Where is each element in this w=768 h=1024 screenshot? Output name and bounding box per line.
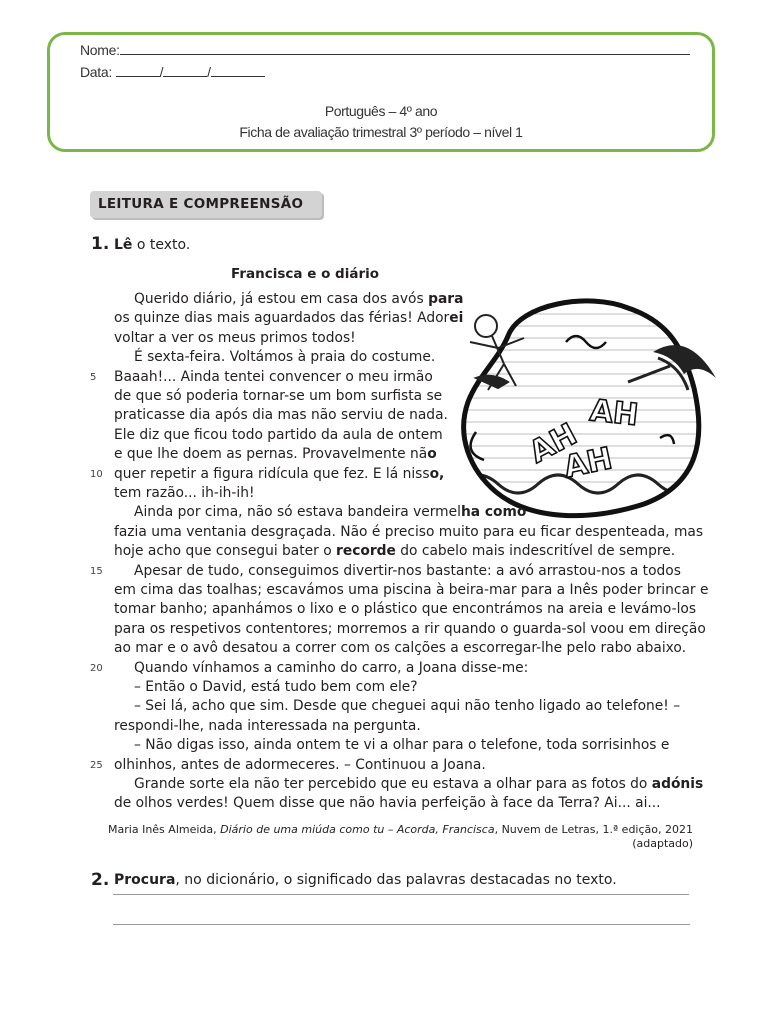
source-credit — [108, 823, 693, 836]
name-label: Nome: — [80, 42, 120, 58]
text-line — [134, 776, 703, 792]
text-line — [114, 640, 686, 656]
line-number: 20 — [90, 662, 103, 674]
date-label: Data: — [80, 64, 112, 80]
text-line — [114, 543, 675, 559]
text-line — [114, 466, 444, 482]
credit-author: Maria Inês Almeida, — [108, 823, 221, 836]
text-segment: respondi-lhe, nada interessada na pergunta. — [114, 717, 421, 734]
text-segment: praticasse dia após dia mas não serviu de nada. — [114, 407, 448, 424]
text-segment: para os respetivos contentores; morremos a rir quando o guarda-sol voou em direção — [114, 620, 706, 637]
text-segment: ao mar e o avô desatou a correr com os calções a escorregar-lhe pelo rabo abaixo. — [114, 640, 686, 657]
text-segment: Querido diário, já estou em casa dos avós — [134, 291, 429, 307]
credit-rest: , Nuvem de Letras, 1.ª edição, 2021 — [494, 823, 693, 836]
text-segment: olhinhos, antes de adormeceres. – Continuou a Joana. — [114, 756, 486, 773]
text-segment: hoje acho que consegui bater o — [114, 543, 337, 560]
highlighted-word: ha como — [460, 504, 527, 521]
text-line — [134, 563, 681, 579]
text-segment: Quando vínhamos a caminho do carro, a Joana disse-me: — [134, 659, 529, 676]
text-segment: Ele diz que ficou todo partido da aula de ontem — [114, 426, 443, 443]
date-year-field[interactable] — [211, 64, 265, 77]
text-line — [114, 757, 486, 773]
text-line — [114, 427, 443, 443]
date-sep-1: / — [159, 64, 164, 80]
text-segment: tomar banho; apanhámos o lixo e o plástico que encontrámos na areia e levámo-los — [114, 601, 697, 618]
section-badge: LEITURA E COMPREENSÃO — [90, 191, 322, 218]
highlighted-word: adónis — [651, 776, 704, 792]
text-line — [114, 485, 255, 501]
question-2-text — [114, 872, 617, 888]
line-number: 10 — [90, 468, 103, 480]
line-number: 25 — [90, 759, 103, 771]
answer-line-2[interactable] — [113, 924, 690, 925]
beach-illustration — [448, 290, 720, 525]
text-segment: os quinze dias mais aguardados das férias! Ador — [114, 310, 450, 327]
text-segment: em cima das toalhas; escavámos uma piscina à beira-mar para a Inês poder brincar e — [114, 582, 709, 598]
text-line — [114, 446, 437, 462]
credit-note: (adaptado) — [632, 837, 693, 850]
text-line — [114, 369, 433, 385]
answer-line-1[interactable] — [113, 894, 689, 895]
text-line — [134, 679, 418, 695]
line-number: 5 — [90, 371, 97, 383]
highlighted-word: o — [427, 446, 437, 463]
text-line — [114, 795, 661, 811]
ah-letters — [524, 393, 640, 485]
text-segment: – Não digas isso, ainda ontem te vi a olhar para o telefone, toda sorrisinhos e — [134, 737, 670, 754]
text-title: Francisca e o diário — [231, 266, 380, 282]
text-line — [114, 407, 448, 423]
umbrella-icon — [628, 345, 716, 390]
credit-book: Diário de uma miúda como tu – Acorda, Francisca — [220, 823, 495, 836]
highlighted-word: o, — [429, 465, 445, 482]
question-2-rest: , no dicionário, o significado das palavras destacadas no texto. — [175, 872, 617, 888]
text-segment: Baaah!... Ainda tentei convencer o meu irmão — [114, 368, 433, 385]
date-row — [80, 64, 265, 80]
text-segment: Grande sorte ela não ter percebido que eu estava a olhar para as fotos do — [134, 776, 652, 792]
ah-word-3: AH — [560, 441, 616, 486]
text-segment: do cabelo mais indescritível de sempre. — [395, 543, 676, 560]
text-line — [114, 582, 708, 598]
exam-line: Ficha de avaliação trimestral 3º período – nível 1 — [239, 124, 523, 140]
ah-word-2: AH — [588, 393, 640, 434]
question-2-verb: Procura — [114, 872, 176, 888]
text-line — [134, 504, 526, 520]
text-segment: – Então o David, está tudo bem com ele? — [134, 679, 418, 695]
date-day-field[interactable] — [116, 64, 160, 77]
text-line — [134, 737, 669, 753]
text-segment: quer repetir a figura ridícula que fez. E lá niss — [114, 465, 430, 482]
line-number: 15 — [90, 565, 103, 577]
header-box — [47, 32, 715, 152]
text-segment: fazia uma ventania desgraçada. Não é preciso muito para eu ficar despenteada, mas — [114, 523, 704, 540]
text-segment: – Sei lá, acho que sim. Desde que cheguei aqui não tenho ligado ao telefone! – — [134, 698, 681, 715]
text-line — [114, 718, 421, 734]
text-segment: voltar a ver os meus primos todos! — [114, 329, 356, 346]
text-line — [134, 349, 435, 365]
question-1-rest: o texto. — [132, 237, 191, 253]
name-field[interactable] — [120, 42, 690, 55]
text-line — [134, 698, 680, 714]
text-line — [134, 660, 528, 676]
text-segment: e que lhe doem as pernas. Provavelmente nã — [114, 446, 428, 463]
text-segment: Ainda por cima, não só estava bandeira vermel — [134, 504, 461, 521]
text-line — [114, 524, 703, 540]
question-1-number: 1. — [91, 234, 110, 254]
text-segment: de olhos verdes! Quem disse que não havia perfeição à face da Terra? Ai... ai... — [114, 795, 661, 812]
name-row — [80, 42, 690, 58]
subject-line: Português – 4º ano — [324, 103, 438, 119]
highlighted-word: recorde — [336, 543, 396, 560]
question-1-verb: Lê — [114, 237, 133, 253]
text-line — [114, 388, 442, 404]
text-line — [114, 601, 696, 617]
ah-word-1: AH — [523, 416, 583, 471]
text-segment: É sexta-feira. Voltámos à praia do costume. — [134, 349, 436, 366]
text-segment: Apesar de tudo, conseguimos divertir-nos bastante: a avó arrastou-nos a todos — [134, 562, 681, 579]
highlighted-word: ei — [449, 310, 464, 327]
highlighted-word: para — [428, 291, 464, 307]
text-line — [114, 621, 706, 637]
text-line — [114, 330, 356, 346]
date-month-field[interactable] — [163, 64, 207, 77]
text-segment: de que só poderia tornar-se um bom surfista se — [114, 388, 443, 404]
text-line — [134, 291, 463, 307]
date-sep-2: / — [207, 64, 211, 80]
question-1-text — [114, 237, 190, 253]
question-2-number: 2. — [91, 870, 110, 890]
text-segment: tem razão... ih-ih-ih! — [114, 485, 255, 501]
text-line — [114, 310, 463, 326]
